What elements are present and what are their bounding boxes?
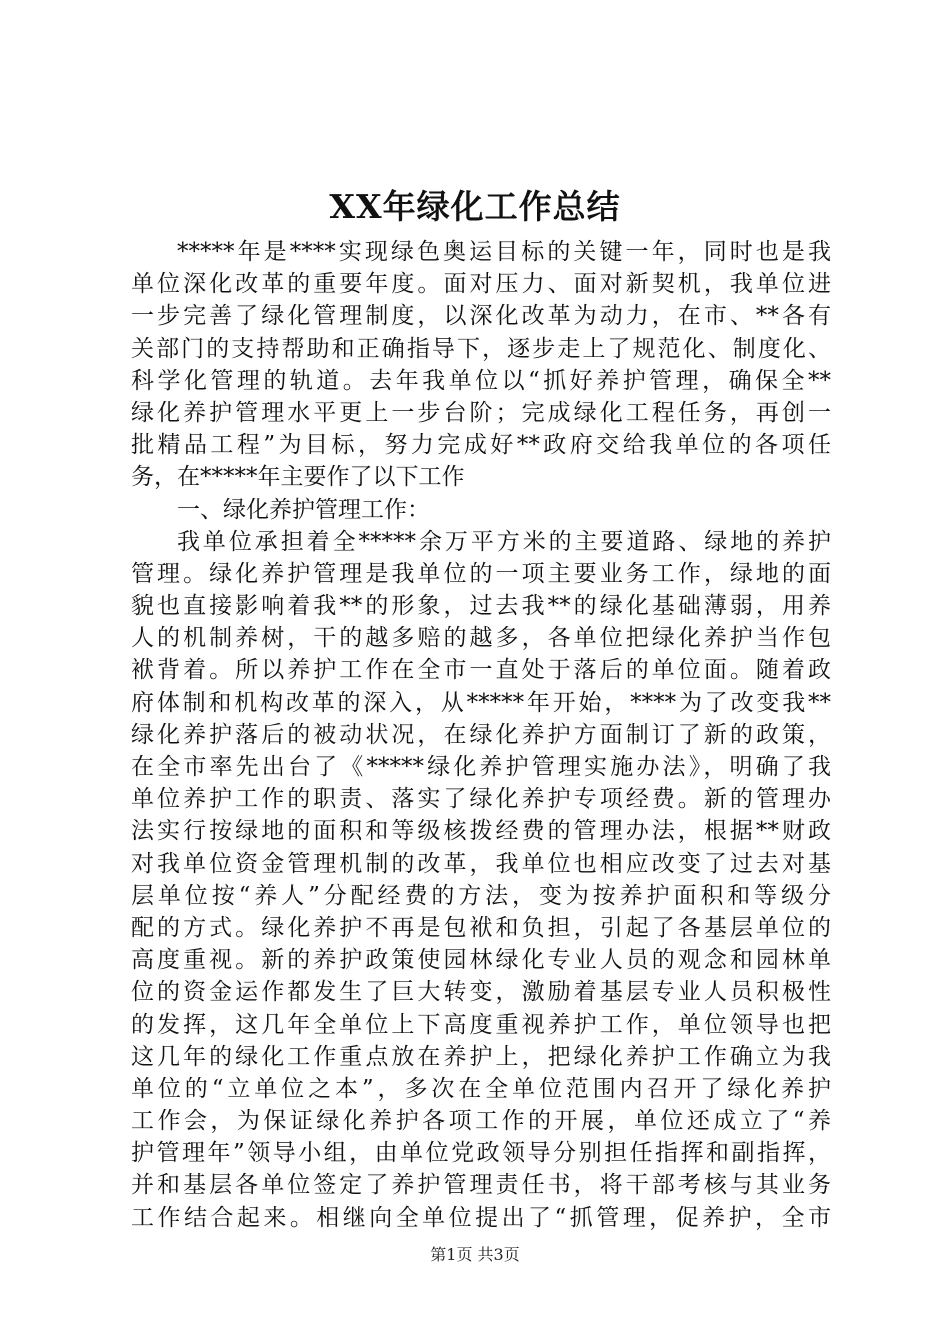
text-line: 对我单位资金管理机制的改革，我单位也相应改变了过去对基 <box>131 850 831 877</box>
section-heading: 一、绿化养护管理工作： <box>177 496 430 523</box>
text-line: 高度重视。新的养护政策使园林绿化专业人员的观念和园林单 <box>131 947 831 974</box>
text-line: 工作会，为保证绿化养护各项工作的开展，单位还成立了“养 <box>131 1108 831 1135</box>
text-line: 并和基层各单位签定了养护管理责任书，将干部考核与其业务 <box>131 1172 831 1199</box>
text-line: 貌也直接影响着我**的形象，过去我**的绿化基础薄弱，用养 <box>131 593 831 620</box>
text-line: 我单位承担着全*****余万平方米的主要道路、绿地的养护 <box>177 528 831 555</box>
text-line: 科学化管理的轨道。去年我单位以“抓好养护管理，确保全** <box>131 367 831 394</box>
page-number: 第1页 共3页 <box>430 1245 520 1264</box>
text-line: 人的机制养树，干的越多赔的越多，各单位把绿化养护当作包 <box>131 625 831 652</box>
text-line: 的发挥，这几年全单位上下高度重视养护工作，单位领导也把 <box>131 1011 831 1038</box>
text-line: 关部门的支持帮助和正确指导下，逐步走上了规范化、制度化、 <box>131 335 831 362</box>
text-line: 在全市率先出台了《*****绿化养护管理实施办法》，明确了我 <box>131 754 831 780</box>
text-line: 配的方式。绿化养护不再是包袱和负担，引起了各基层单位的 <box>131 914 831 941</box>
text-line: 管理。绿化养护管理是我单位的一项主要业务工作，绿地的面 <box>131 560 831 587</box>
text-line: 务，在*****年主要作了以下工作 <box>131 464 465 491</box>
text-line: 位的资金运作都发生了巨大转变，激励着基层专业人员积极性 <box>131 979 831 1006</box>
text-line: 法实行按绿地的面积和等级核拨经费的管理办法，根据**财政 <box>131 818 831 845</box>
text-line: 单位的“立单位之本”，多次在全单位范围内召开了绿化养护 <box>131 1075 831 1102</box>
text-line: 绿化养护管理水平更上一步台阶；完成绿化工程任务，再创一 <box>131 399 831 426</box>
text-line: 单位深化改革的重要年度。面对压力、面对新契机，我单位进 <box>131 271 831 298</box>
text-line: 护管理年”领导小组，由单位党政领导分别担任指挥和副指挥， <box>131 1140 831 1167</box>
text-line: 层单位按“养人”分配经费的方法，变为按养护面积和等级分 <box>131 882 831 909</box>
text-line: 这几年的绿化工作重点放在养护上，把绿化养护工作确立为我 <box>131 1043 831 1070</box>
text-line: 工作结合起来。相继向全单位提出了“抓管理，促养护，全市 <box>131 1204 831 1231</box>
text-line: 单位养护工作的职责、落实了绿化养护专项经费。新的管理办 <box>131 786 831 813</box>
text-line: *****年是****实现绿色奥运目标的关键一年，同时也是我 <box>177 239 831 265</box>
text-line: 绿化养护落后的被动状况，在绿化养护方面制订了新的政策， <box>131 721 831 748</box>
document-title: XX年绿化工作总结 <box>329 187 621 226</box>
text-line: 一步完善了绿化管理制度，以深化改革为动力，在市、**各有 <box>131 303 831 330</box>
text-line: 袱背着。所以养护工作在全市一直处于落后的单位面。随着政 <box>131 657 831 684</box>
text-line: 府体制和机构改革的深入，从*****年开始，****为了改变我** <box>131 689 831 716</box>
text-line: 批精品工程”为目标，努力完成好**政府交给我单位的各项任 <box>131 432 831 459</box>
document-body <box>131 236 831 1234</box>
